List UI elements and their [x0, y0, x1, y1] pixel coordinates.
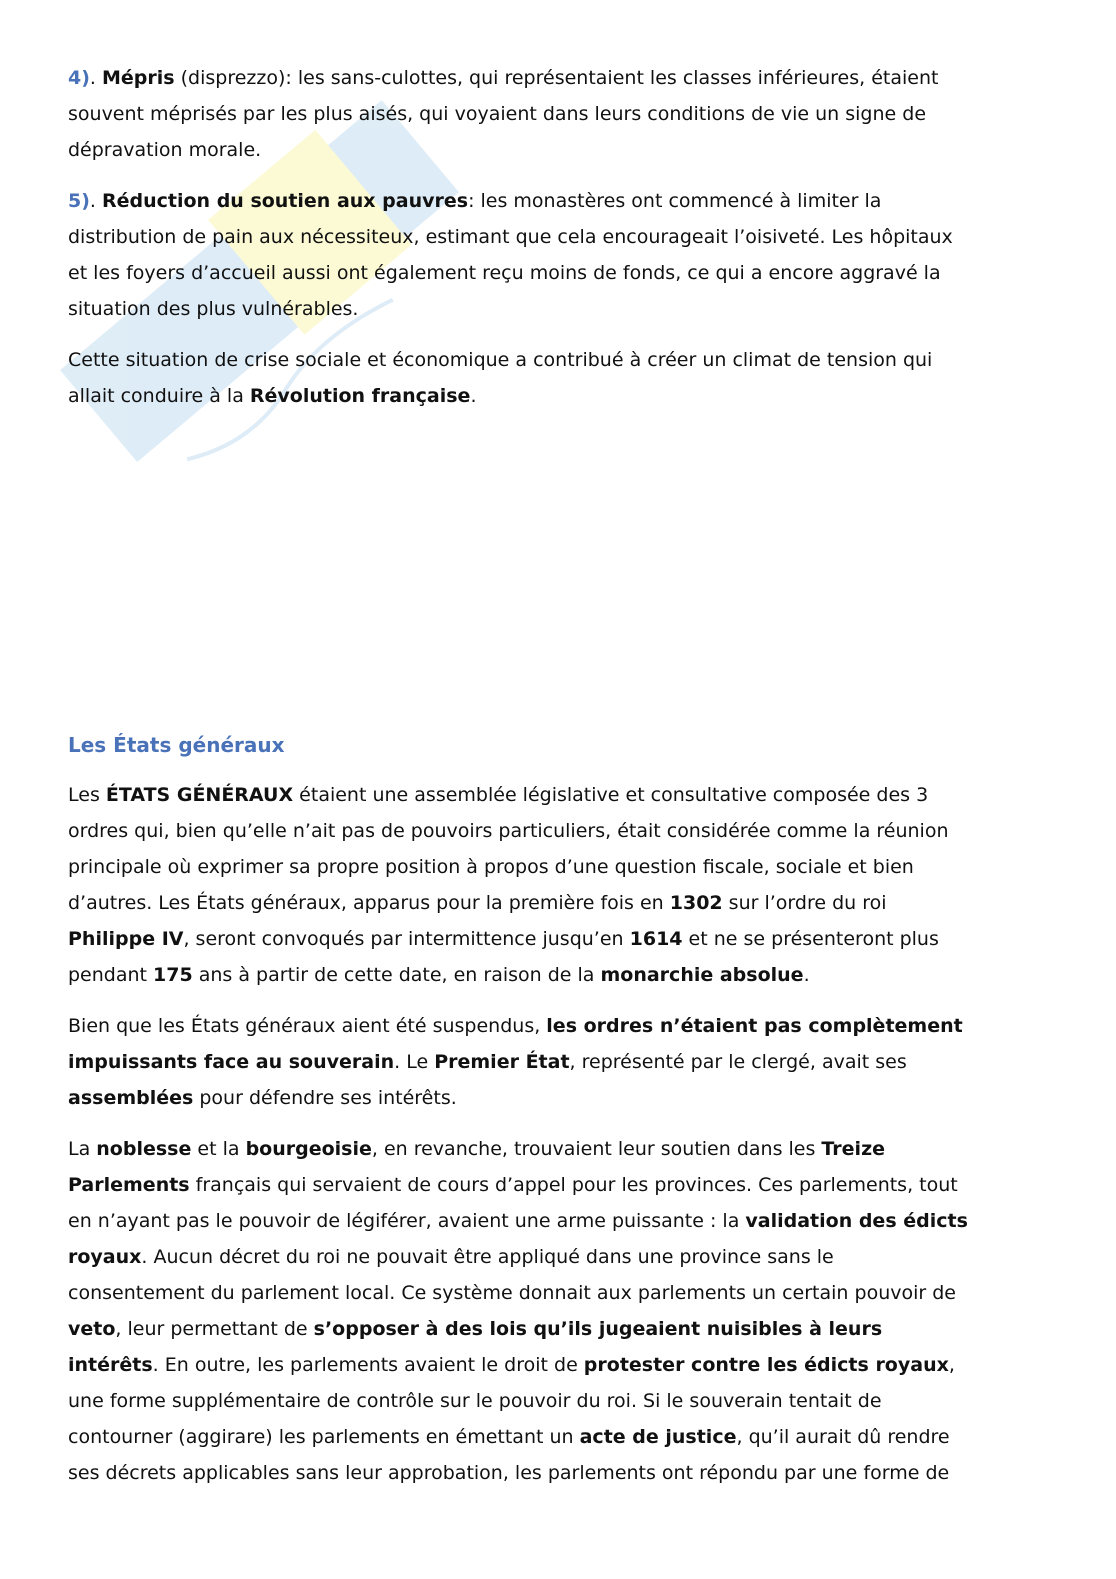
section-heading: Les États généraux — [68, 733, 285, 757]
bold-text: Philippe IV — [68, 928, 184, 950]
text-line — [68, 1044, 1068, 1080]
text: . — [89, 67, 102, 89]
bold-text: ÉTATS GÉNÉRAUX — [105, 784, 294, 806]
text-line — [68, 1311, 1068, 1347]
text-line — [68, 1347, 1068, 1383]
text-line — [68, 132, 1068, 168]
bold-text: intérêts — [68, 1354, 153, 1376]
bold-text: les ordres n’étaient pas complètement — [546, 1015, 963, 1037]
text-line — [68, 342, 1068, 378]
text-line — [68, 96, 1068, 132]
text: , — [948, 1354, 955, 1376]
text-line — [68, 1008, 1068, 1044]
text-line — [68, 1455, 1068, 1491]
list-number: 5) — [68, 190, 90, 212]
bold-text: royaux — [68, 1246, 142, 1268]
section-etats-generaux — [68, 777, 1068, 1491]
bold-text: noblesse — [96, 1138, 192, 1160]
text: souvent méprisés par les plus aisés, qui voyaient dans leurs conditions de vie un signe de — [68, 103, 927, 125]
bold-text: monarchie absolue — [600, 964, 804, 986]
paragraph — [68, 342, 1068, 414]
bold-text: 1302 — [669, 892, 723, 914]
text: sur l’ordre du roi — [722, 892, 887, 914]
text: Cette situation de crise sociale et économique a contribué à créer un climat de tension qui — [68, 349, 933, 371]
paragraph — [68, 60, 1068, 168]
text: allait conduire à la — [68, 385, 250, 407]
text-line — [68, 777, 1068, 813]
text: dépravation morale. — [68, 139, 262, 161]
text-line — [68, 1131, 1068, 1167]
bold-text: bourgeoisie — [245, 1138, 372, 1160]
bold-text: veto — [68, 1318, 116, 1340]
text-line — [68, 1383, 1068, 1419]
text-line — [68, 183, 1068, 219]
text: . Le — [394, 1051, 435, 1073]
text: , leur permettant de — [115, 1318, 314, 1340]
text: , seront convoqués par intermittence jusqu’en — [183, 928, 630, 950]
bold-text: acte de justice — [579, 1426, 737, 1448]
text-line — [68, 1419, 1068, 1455]
paragraph — [68, 1008, 1068, 1116]
bold-text: Réduction du soutien aux pauvres — [102, 190, 469, 212]
bold-text: assemblées — [68, 1087, 194, 1109]
text-line — [68, 1203, 1068, 1239]
text-line — [68, 219, 1068, 255]
text: . En outre, les parlements avaient le droit de — [152, 1354, 584, 1376]
text: La — [68, 1138, 97, 1160]
text: et ne se présenteront plus — [682, 928, 939, 950]
text: et les foyers d’accueil aussi ont également reçu moins de fonds, ce qui a encore aggravé la — [68, 262, 941, 284]
text: , représenté par le clergé, avait ses — [569, 1051, 907, 1073]
text: d’autres. Les États généraux, apparus pour la première fois en — [68, 892, 670, 914]
paragraph — [68, 1131, 1068, 1491]
text-line — [68, 1167, 1068, 1203]
section-social-crisis — [68, 60, 1068, 414]
text-line — [68, 378, 1068, 414]
text: . — [470, 385, 477, 407]
text: : les monastères ont commencé à limiter la — [468, 190, 882, 212]
bold-text: 1614 — [629, 928, 683, 950]
bold-text: Treize — [821, 1138, 886, 1160]
text: Les — [68, 784, 106, 806]
paragraph — [68, 777, 1068, 993]
text-line — [68, 1080, 1068, 1116]
text: et la — [191, 1138, 246, 1160]
text: . Aucun décret du roi ne pouvait être appliqué dans une province sans le — [141, 1246, 834, 1268]
document-page — [68, 60, 1068, 1506]
bold-text: Premier État — [434, 1051, 570, 1073]
text: ans à partir de cette date, en raison de la — [192, 964, 601, 986]
bold-text: validation des édicts — [745, 1210, 968, 1232]
text: (disprezzo): les sans-culottes, qui représentaient les classes inférieures, étaient — [174, 67, 939, 89]
text: Bien que les États généraux aient été suspendus, — [68, 1015, 547, 1037]
text: , en revanche, trouvaient leur soutien dans les — [371, 1138, 822, 1160]
text: ses décrets applicables sans leur approbation, les parlements ont répondu par une forme de — [68, 1462, 950, 1484]
text: contourner (aggirare) les parlements en émettant un — [68, 1426, 580, 1448]
text-line — [68, 921, 1068, 957]
text: une forme supplémentaire de contrôle sur le pouvoir du roi. Si le souverain tentait de — [68, 1390, 882, 1412]
text: consentement du parlement local. Ce système donnait aux parlements un certain pouvoir de — [68, 1282, 956, 1304]
text-line — [68, 957, 1068, 993]
text-line — [68, 291, 1068, 327]
bold-text: 175 — [153, 964, 193, 986]
bold-text: protester contre les édicts royaux — [583, 1354, 949, 1376]
paragraph — [68, 183, 1068, 327]
text: distribution de pain aux nécessiteux, estimant que cela encourageait l’oisiveté. Les hôpitaux — [68, 226, 953, 248]
text-line — [68, 60, 1068, 96]
bold-text: Révolution française — [249, 385, 471, 407]
text: principale où exprimer sa propre position à propos d’une question fiscale, sociale et bien — [68, 856, 914, 878]
text: , qu’il aurait dû rendre — [736, 1426, 950, 1448]
text-line — [68, 849, 1068, 885]
text-line — [68, 813, 1068, 849]
text: français qui servaient de cours d’appel pour les provinces. Ces parlements, tout — [189, 1174, 958, 1196]
text: . — [803, 964, 810, 986]
bold-text: impuissants face au souverain — [68, 1051, 395, 1073]
text: pendant — [68, 964, 154, 986]
bold-text: Mépris — [102, 67, 175, 89]
text-line — [68, 1239, 1068, 1275]
text-line — [68, 255, 1068, 291]
list-number: 4) — [68, 67, 90, 89]
text: en n’ayant pas le pouvoir de légiférer, avaient une arme puissante : la — [68, 1210, 746, 1232]
text: étaient une assemblée législative et consultative composée des 3 — [293, 784, 929, 806]
text: . — [89, 190, 102, 212]
bold-text: s’opposer à des lois qu’ils jugeaient nuisibles à leurs — [313, 1318, 883, 1340]
text-line — [68, 1275, 1068, 1311]
bold-text: Parlements — [68, 1174, 190, 1196]
text-line — [68, 885, 1068, 921]
text: situation des plus vulnérables. — [68, 298, 359, 320]
text: ordres qui, bien qu’elle n’ait pas de pouvoirs particuliers, était considérée comme la réunion — [68, 820, 949, 842]
text: pour défendre ses intérêts. — [193, 1087, 457, 1109]
